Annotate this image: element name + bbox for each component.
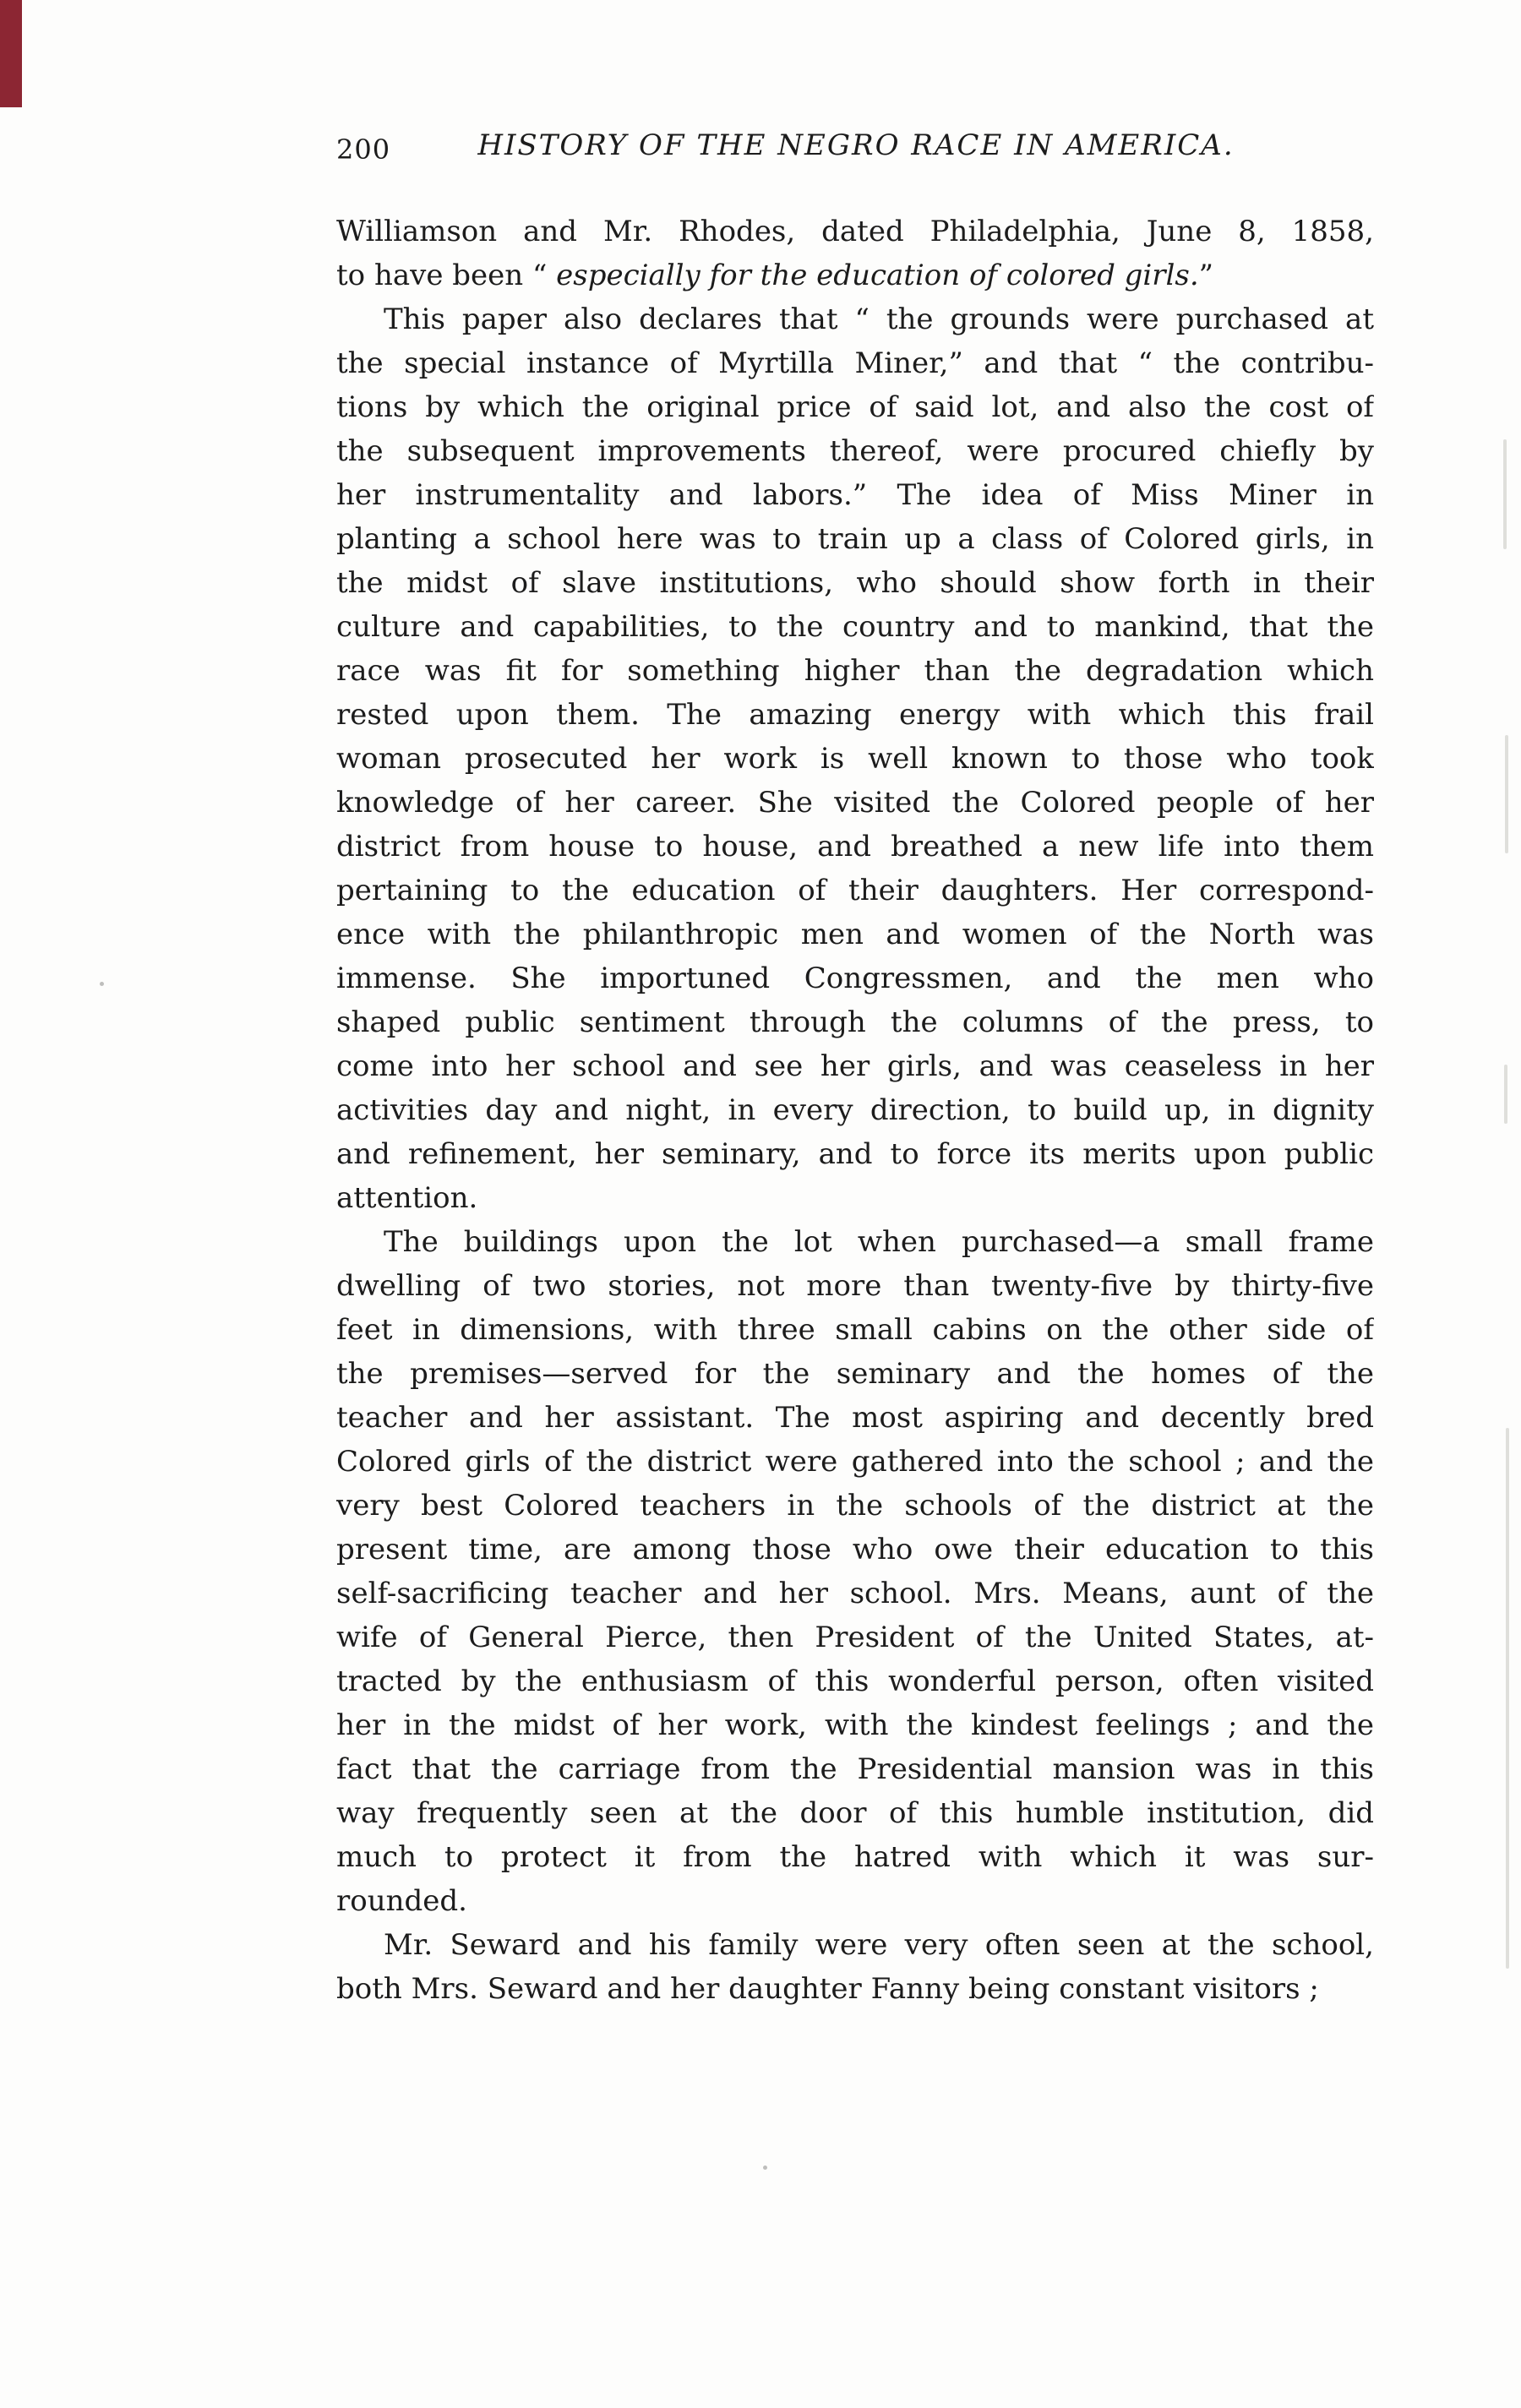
text-segment: The buildings upon the lot when purchased—a small frame	[384, 1225, 1374, 1259]
text-line	[336, 1615, 1374, 1659]
text-segment: This paper also declares that “ the grounds were purchased at	[384, 302, 1374, 336]
text-line	[336, 341, 1374, 385]
text-line	[336, 297, 1374, 341]
text-line	[336, 737, 1374, 781]
text-line	[336, 1747, 1374, 1791]
text-segment: pertaining to the education of their daughters. Her correspond-	[336, 874, 1374, 907]
text-segment: the midst of slave institutions, who should show forth in their	[336, 566, 1374, 600]
text-line	[336, 1308, 1374, 1352]
text-segment: district from house to house, and breathed a new life into them	[336, 830, 1374, 864]
text-line	[336, 649, 1374, 693]
text-segment: come into her school and see her girls, and was ceaseless in her	[336, 1049, 1374, 1083]
text-line	[336, 1132, 1374, 1176]
text-segment: tracted by the enthusiasm of this wonderful person, often visited	[336, 1664, 1374, 1698]
text-segment: woman prosecuted her work is well known to those who took	[336, 742, 1374, 776]
text-line	[336, 473, 1374, 517]
text-line	[336, 605, 1374, 649]
running-title: HISTORY OF THE NEGRO RACE IN AMERICA.	[477, 128, 1235, 162]
text-line	[336, 1352, 1374, 1396]
text-segment: culture and capabilities, to the country and to mankind, that the	[336, 610, 1374, 644]
text-segment: way frequently seen at the door of this humble institution, did	[336, 1796, 1374, 1830]
text-line	[336, 913, 1374, 956]
text-segment: dwelling of two stories, not more than twenty-five by thirty-five	[336, 1269, 1374, 1303]
text-line	[336, 781, 1374, 825]
text-line	[336, 693, 1374, 737]
text-segment: the subsequent improvements thereof, were procured chiefly by	[336, 434, 1374, 468]
text-line	[336, 1528, 1374, 1572]
text-line	[336, 385, 1374, 429]
text-segment: fact that the carriage from the Presidential mansion was in this	[336, 1752, 1374, 1786]
text-line	[336, 517, 1374, 561]
text-segment: rested upon them. The amazing energy with which this frail	[336, 698, 1374, 732]
text-segment: tions by which the original price of said lot, and also the cost of	[336, 390, 1374, 424]
text-segment: planting a school here was to train up a class of Colored girls, in	[336, 522, 1374, 556]
text-line	[336, 1572, 1374, 1615]
text-segment: attention.	[336, 1181, 478, 1215]
text-line	[336, 1220, 1374, 1264]
text-segment: very best Colored teachers in the schools of the district at the	[336, 1489, 1374, 1523]
page-header	[336, 128, 1376, 171]
text-line	[336, 1484, 1374, 1528]
text-line	[336, 253, 1374, 297]
text-segment: ence with the philanthropic men and women of the North was	[336, 918, 1374, 951]
text-segment: shaped public sentiment through the columns of the press, to	[336, 1005, 1374, 1039]
text-line	[336, 1791, 1374, 1835]
text-line	[336, 1835, 1374, 1879]
text-segment: feet in dimensions, with three small cabins on the other side of	[336, 1313, 1374, 1347]
text-line	[336, 1967, 1374, 2011]
page-number: 200	[336, 133, 391, 166]
text-segment: her instrumentality and labors.” The idea of Miss Miner in	[336, 478, 1374, 512]
text-segment: much to protect it from the hatred with which it was sur-	[336, 1840, 1374, 1874]
scan-edge-mark-artifact	[1506, 1428, 1509, 1969]
text-line	[336, 869, 1374, 913]
scan-edge-mark-artifact	[1504, 1065, 1507, 1124]
text-segment: immense. She importuned Congressmen, and the men who	[336, 962, 1374, 995]
text-segment: Mr. Seward and his family were very often seen at the school,	[384, 1928, 1374, 1962]
text-line	[336, 561, 1374, 605]
text-segment: to have been “	[336, 259, 557, 292]
text-line	[336, 1000, 1374, 1044]
scan-speck-artifact	[763, 2166, 767, 2170]
text-segment: race was fit for something higher than the degradation which	[336, 654, 1374, 688]
text-line	[336, 210, 1374, 253]
text-segment: ”	[1198, 259, 1214, 292]
text-line	[336, 1264, 1374, 1308]
text-segment: knowledge of her career. She visited the Colored people of her	[336, 786, 1374, 820]
text-segment: both Mrs. Seward and her daughter Fanny being constant visitors ;	[336, 1972, 1319, 2006]
text-line	[336, 429, 1374, 473]
text-segment: wife of General Pierce, then President of the United States, at-	[336, 1621, 1374, 1654]
scan-edge-mark-artifact	[1503, 439, 1507, 549]
text-line	[336, 1176, 1374, 1220]
text-segment: her in the midst of her work, with the kindest feelings ; and the	[336, 1708, 1374, 1742]
text-segment: rounded.	[336, 1884, 467, 1918]
text-line	[336, 1440, 1374, 1484]
text-segment: Colored girls of the district were gathered into the school ; and the	[336, 1445, 1374, 1479]
text-line	[336, 1396, 1374, 1440]
text-segment: activities day and night, in every direction, to build up, in dignity	[336, 1093, 1374, 1127]
scan-edge-mark-artifact	[1505, 735, 1508, 853]
text-line	[336, 825, 1374, 869]
text-line	[336, 1879, 1374, 1923]
scan-speck-artifact	[100, 982, 104, 986]
text-block	[336, 210, 1374, 2011]
text-segment: and refinement, her seminary, and to force its merits upon public	[336, 1137, 1374, 1171]
text-line	[336, 1088, 1374, 1132]
scan-red-edge-artifact	[0, 0, 22, 107]
text-segment: the special instance of Myrtilla Miner,” and that “ the contribu-	[336, 346, 1374, 380]
text-line	[336, 1044, 1374, 1088]
text-line	[336, 956, 1374, 1000]
text-segment: teacher and her assistant. The most aspiring and decently bred	[336, 1401, 1374, 1435]
text-segment: self-sacrificing teacher and her school. Mrs. Means, aunt of the	[336, 1577, 1374, 1610]
text-segment: the premises—served for the seminary and the homes of the	[336, 1357, 1374, 1391]
text-segment: present time, are among those who owe their education to this	[336, 1533, 1374, 1566]
text-line	[336, 1703, 1374, 1747]
text-segment: Williamson and Mr. Rhodes, dated Philadelphia, June 8, 1858,	[336, 215, 1374, 248]
italic-text-segment: especially for the education of colored girls.	[556, 259, 1199, 292]
text-line	[336, 1659, 1374, 1703]
text-line	[336, 1923, 1374, 1967]
